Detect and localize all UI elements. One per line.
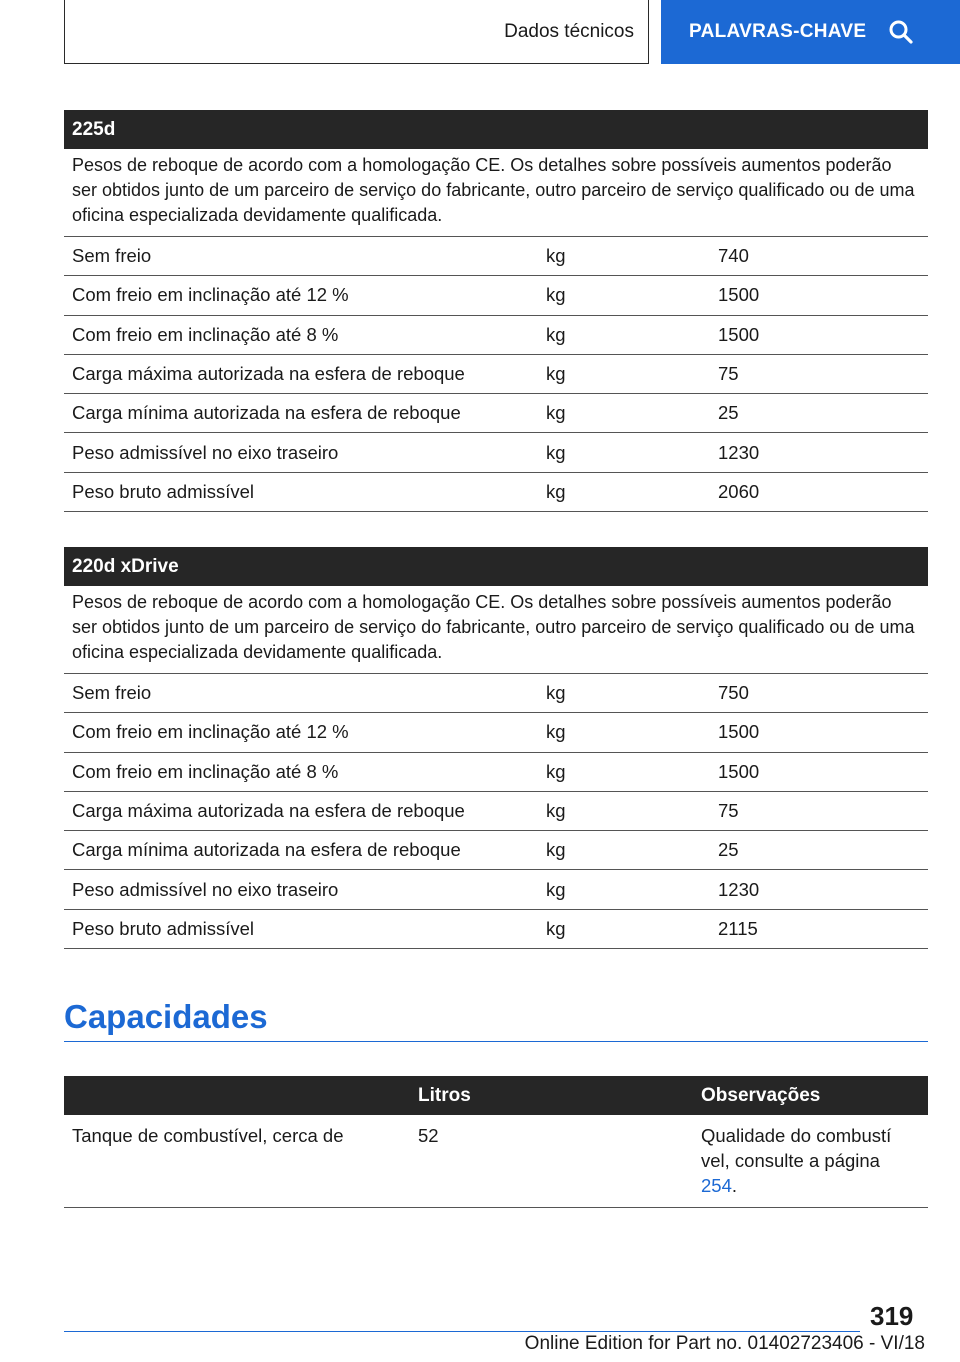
row-label: Peso bruto admissível xyxy=(72,917,255,939)
row-label: Tanque de combustível, cerca de xyxy=(72,1125,344,1146)
keywords-label: PALAVRAS-CHAVE xyxy=(689,21,867,42)
table-row xyxy=(64,910,928,949)
table-row xyxy=(64,473,928,512)
table-row xyxy=(64,276,928,315)
row-value: 1230 xyxy=(718,878,760,900)
page-number: 319 xyxy=(870,1301,914,1331)
row-label: Carga mínima autorizada na esfera de reboque xyxy=(72,839,461,861)
row-unit: kg xyxy=(546,721,566,743)
row-label: Sem freio xyxy=(72,682,152,704)
row-label: Sem freio xyxy=(72,245,152,267)
row-value: 750 xyxy=(718,682,749,704)
table-row xyxy=(64,355,928,394)
row-label: Carga mínima autorizada na esfera de reboque xyxy=(72,402,461,424)
table-row xyxy=(64,394,928,433)
row-unit: kg xyxy=(546,363,566,385)
row-label: Peso admissível no eixo traseiro xyxy=(72,441,339,463)
edition-note: Online Edition for Part no. 01402723406 - VI/18 xyxy=(524,1333,925,1354)
table-row xyxy=(64,674,928,713)
table-row xyxy=(64,713,928,752)
row-unit: kg xyxy=(546,441,566,463)
section-title-label: Dados técnicos xyxy=(504,20,634,42)
row-value: 25 xyxy=(718,402,739,424)
table-row xyxy=(64,316,928,355)
row-unit: kg xyxy=(546,917,566,939)
table-header-row xyxy=(64,1076,928,1115)
row-value: 25 xyxy=(718,839,739,861)
table-row xyxy=(64,237,928,276)
page-link[interactable]: 254 xyxy=(701,1175,732,1196)
row-label: Com freio em inclinação até 12 % xyxy=(72,284,349,306)
row-label: Com freio em inclinação até 8 % xyxy=(72,760,339,782)
table-row xyxy=(64,870,928,909)
row-value: 2060 xyxy=(718,480,760,502)
row-observations xyxy=(694,1123,928,1198)
row-value: 1500 xyxy=(718,760,760,782)
section-header xyxy=(64,0,649,64)
table-description: Pesos de reboque de acordo com a homologação CE. Os detalhes sobre possíveis aumentos poderão ser obtidos junto de um parceiro de serviço do fabricante, outro parceiro de serviço qualificado ou de uma oficina especializada devidamente qualificada. xyxy=(64,586,928,674)
row-value: 75 xyxy=(718,800,739,822)
row-value: 1230 xyxy=(718,441,760,463)
row-unit: kg xyxy=(546,402,566,424)
footer-divider xyxy=(64,1331,860,1332)
heading-divider xyxy=(64,1041,928,1042)
row-label: Peso admissível no eixo traseiro xyxy=(72,878,339,900)
row-label: Peso bruto admissível xyxy=(72,480,255,502)
obs-end: . xyxy=(731,1175,738,1196)
obs-line: Qualidade do combustí xyxy=(701,1125,892,1146)
row-unit: kg xyxy=(546,878,566,900)
row-label: Com freio em inclinação até 12 % xyxy=(72,721,349,743)
table-row xyxy=(64,1115,928,1208)
row-unit: kg xyxy=(546,682,566,704)
header-liters: Litros xyxy=(418,1084,471,1106)
row-unit: kg xyxy=(546,323,566,345)
table-title: 225d xyxy=(64,110,928,149)
table-row xyxy=(64,753,928,792)
row-label: Com freio em inclinação até 8 % xyxy=(72,323,339,345)
obs-line: vel, consulte a página xyxy=(701,1150,880,1171)
row-value: 1500 xyxy=(718,721,760,743)
weights-table-225d xyxy=(64,110,928,512)
row-value: 1500 xyxy=(718,284,760,306)
row-unit: kg xyxy=(546,480,566,502)
row-label: Carga máxima autorizada na esfera de reboque xyxy=(72,363,465,385)
table-row xyxy=(64,792,928,831)
row-unit: kg xyxy=(546,245,566,267)
row-value: 75 xyxy=(718,363,739,385)
row-unit: kg xyxy=(546,839,566,861)
row-unit: kg xyxy=(546,800,566,822)
table-row xyxy=(64,831,928,870)
row-unit: kg xyxy=(546,284,566,306)
header-observations: Observações xyxy=(701,1084,821,1106)
keywords-button[interactable] xyxy=(661,0,960,64)
row-value: 2115 xyxy=(718,917,758,939)
capacities-table xyxy=(64,1076,928,1208)
row-label: Carga máxima autorizada na esfera de reboque xyxy=(72,800,465,822)
table-title: 220d xDrive xyxy=(64,547,928,586)
row-value: 1500 xyxy=(718,323,760,345)
row-unit: kg xyxy=(546,760,566,782)
table-description: Pesos de reboque de acordo com a homologação CE. Os detalhes sobre possíveis aumentos poderão ser obtidos junto de um parceiro de serviço do fabricante, outro parceiro de serviço qualificado ou de uma oficina especializada devidamente qualificada. xyxy=(64,149,928,237)
row-value: 740 xyxy=(718,245,749,267)
obs-line xyxy=(701,1173,928,1198)
search-icon xyxy=(888,19,914,45)
capacities-heading: Capacidades xyxy=(64,998,268,1035)
table-row xyxy=(64,433,928,472)
weights-table-220d-xdrive xyxy=(64,547,928,949)
row-liters: 52 xyxy=(418,1125,439,1146)
